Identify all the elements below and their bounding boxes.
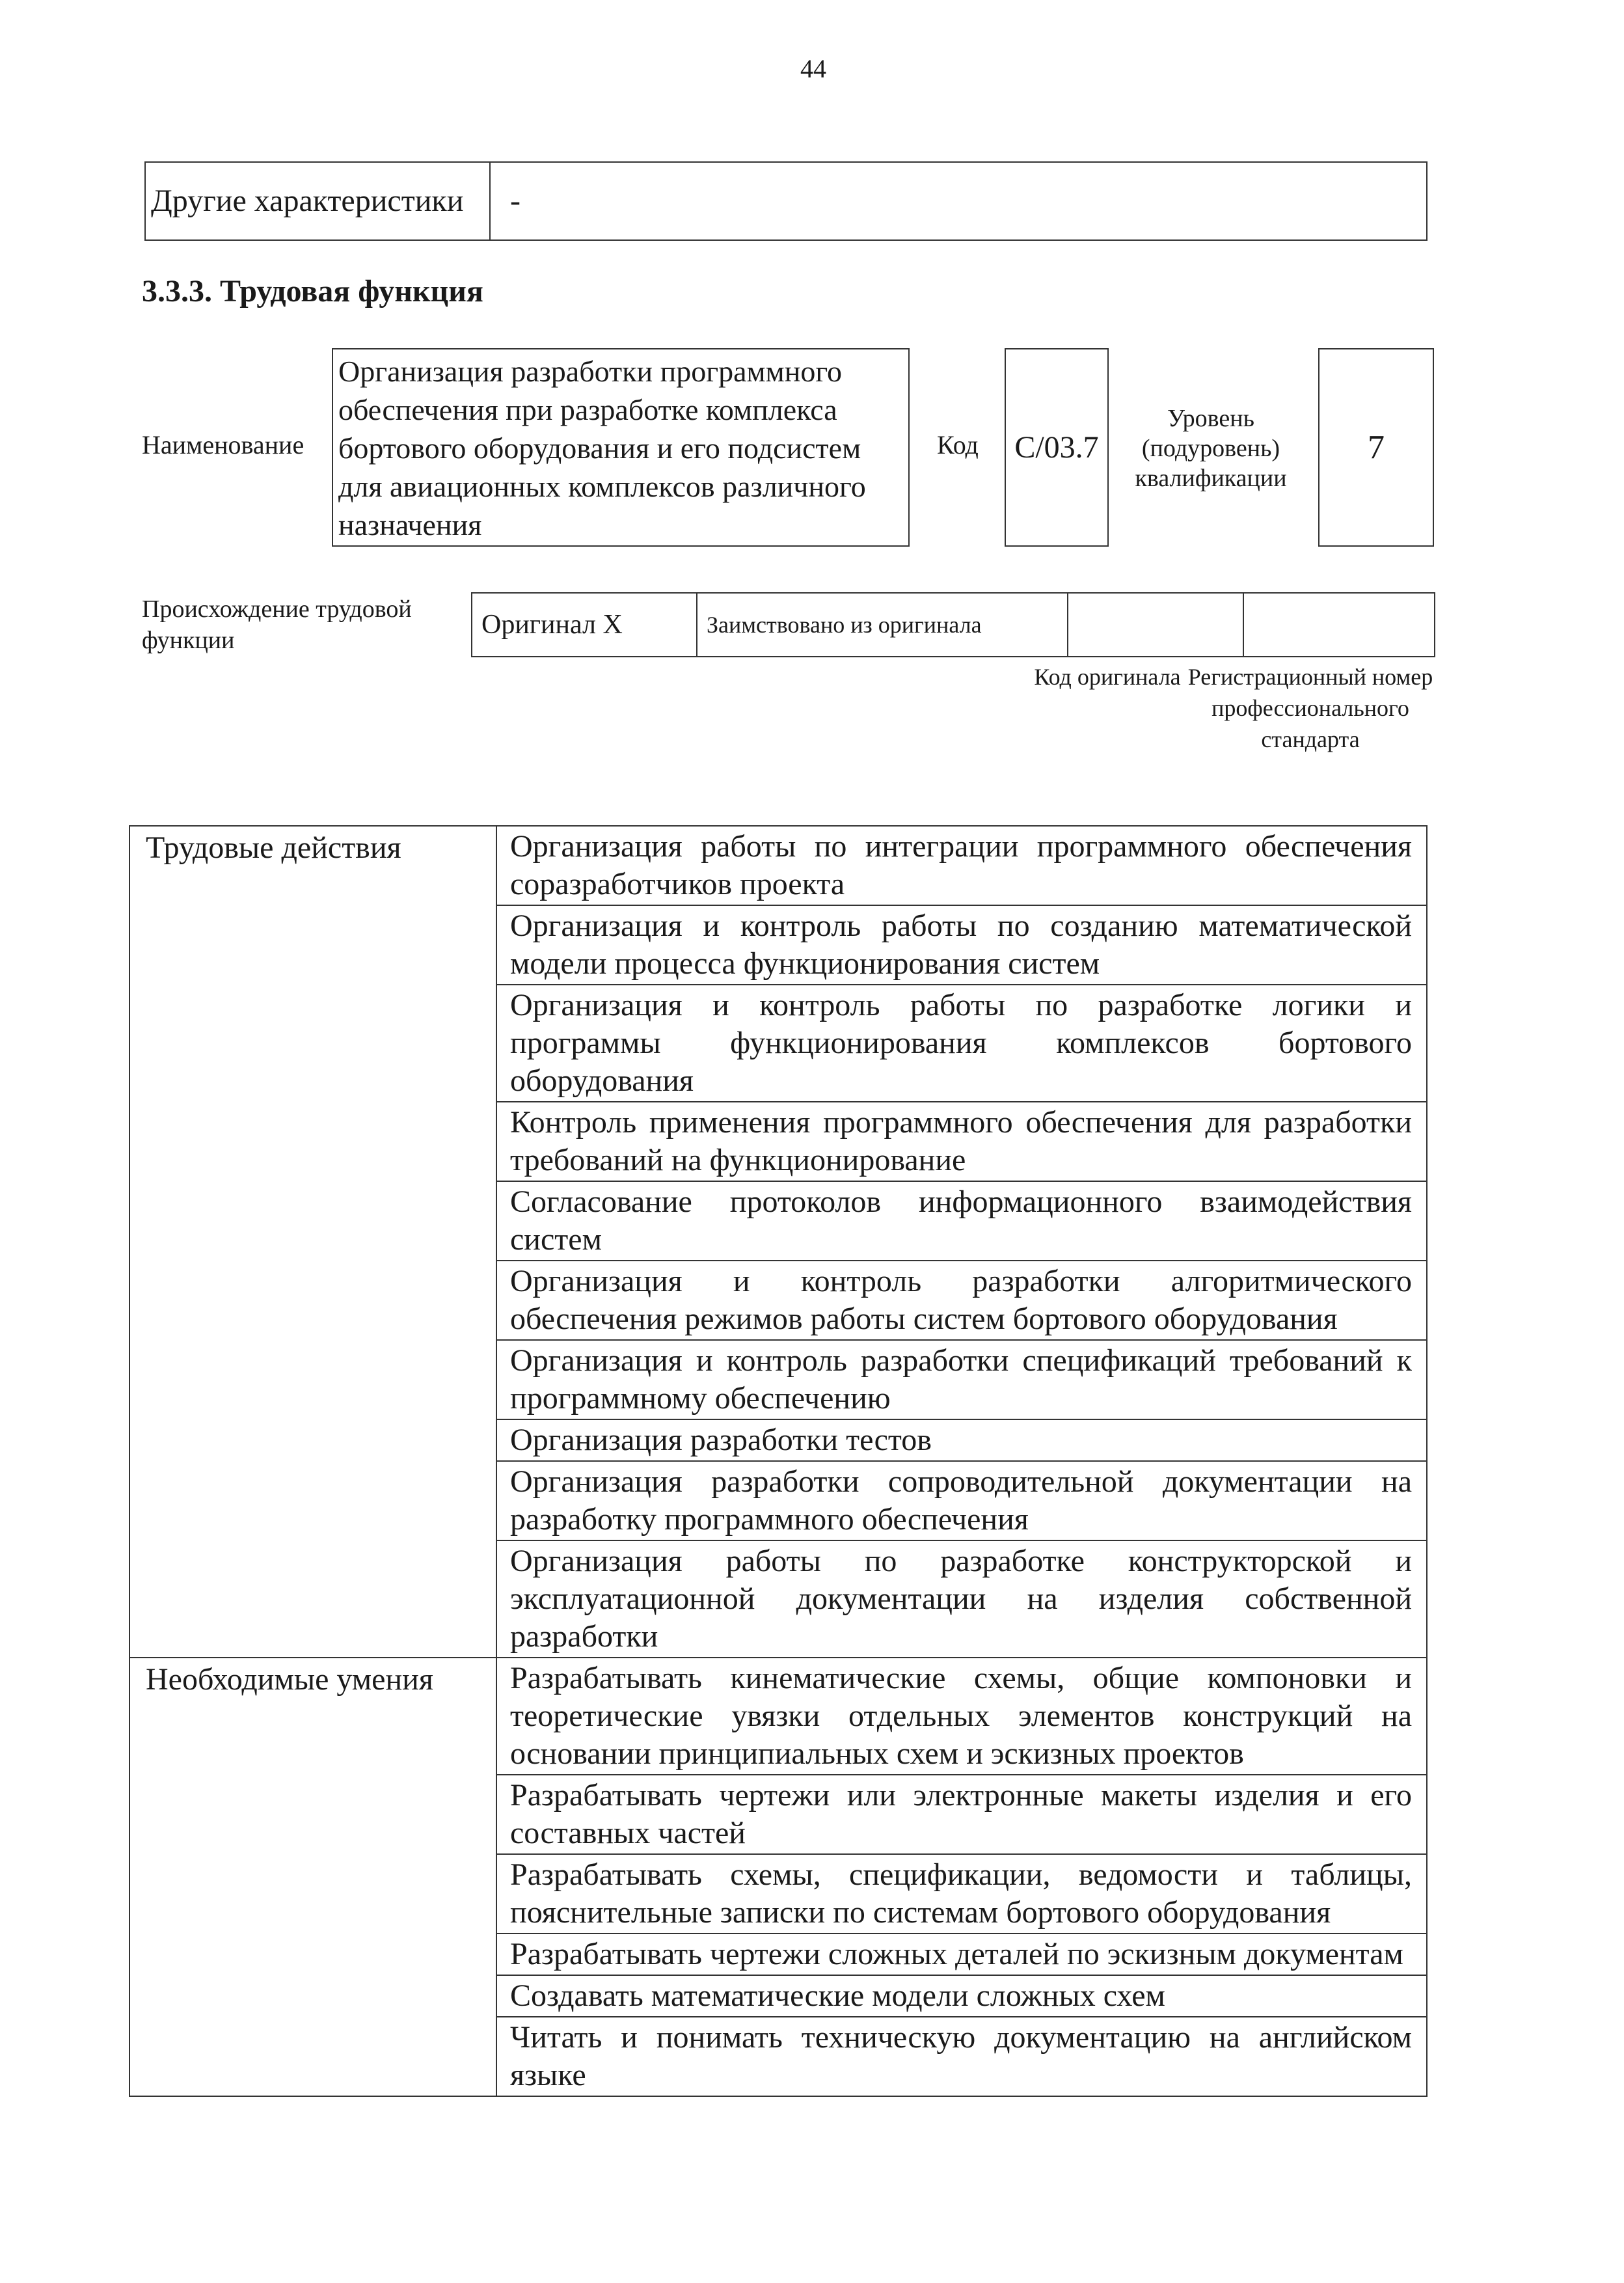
required-skills-label: Необходимые умения [129, 1658, 496, 2096]
other-characteristics-label: Другие характеристики [145, 162, 490, 240]
labor-action-item: Организация и контроль работы по разработке логики и программы функционирования комплексов бортового оборудования [496, 985, 1427, 1102]
labor-action-item: Контроль применения программного обеспечения для разработки требований на функционирование [496, 1102, 1427, 1181]
labor-action-item: Организация и контроль разработки спецификаций требований к программному обеспечению [496, 1340, 1427, 1419]
level-label: Уровень (подуровень) квалификации [1135, 405, 1287, 492]
section-heading: 3.3.3. Трудовая функция [142, 274, 483, 308]
origin-table [471, 592, 1435, 657]
required-skill-item: Разрабатывать кинематические схемы, общие компоновки и теоретические увязки отдельных элементов конструкций на основании принципиальных схем и эскизных проектов [496, 1658, 1427, 1775]
labor-action-item: Организация работы по разработке конструкторской и эксплуатационной документации на изделия собственной разработки [496, 1540, 1427, 1658]
function-details-table [129, 825, 1428, 2097]
other-characteristics-value: - [490, 162, 1427, 240]
level-value: 7 [1318, 348, 1434, 547]
origin-reg-caption: Регистрационный номер профессионального стандарта [1187, 664, 1433, 752]
labor-action-item: Организация и контроль разработки алгоритмического обеспечения режимов работы систем бортового оборудования [496, 1261, 1427, 1340]
labor-actions-label: Трудовые действия [129, 826, 496, 1658]
table-row [129, 1658, 1427, 1775]
labor-action-item: Организация работы по интеграции программного обеспечения соразработчиков проекта [496, 826, 1427, 905]
origin-borrowed-cell: Заимствовано из оригинала [697, 593, 1068, 657]
labor-action-item: Организация разработки тестов [496, 1419, 1427, 1461]
name-value: Организация разработки программного обеспечения при разработке комплекса бортового оборудования и его подсистем для авиационных комплексов различного назначения [332, 348, 910, 547]
labor-action-item: Организация разработки сопроводительной документации на разработку программного обеспечения [496, 1461, 1427, 1540]
required-skill-item: Читать и понимать техническую документацию на английском языке [496, 2017, 1427, 2096]
required-skill-item: Разрабатывать схемы, спецификации, ведомости и таблицы, пояснительные записки по системам бортового оборудования [496, 1854, 1427, 1934]
labor-action-item: Согласование протоколов информационного взаимодействия систем [496, 1181, 1427, 1261]
labor-action-item: Организация и контроль работы по созданию математической модели процесса функционирования систем [496, 905, 1427, 985]
code-value: C/03.7 [1005, 348, 1109, 547]
origin-label: Происхождение трудовой функции [142, 595, 412, 654]
page-number: 44 [800, 54, 826, 83]
origin-original-cell: Оригинал X [472, 593, 697, 657]
required-skill-item: Разрабатывать чертежи или электронные макеты изделия и его составных частей [496, 1775, 1427, 1854]
origin-code-cell [1068, 593, 1243, 657]
required-skill-item: Создавать математические модели сложных схем [496, 1975, 1427, 2017]
code-label: Код [937, 430, 979, 459]
other-characteristics-table [144, 161, 1428, 241]
origin-code-caption: Код оригинала [1034, 664, 1181, 690]
required-skill-item: Разрабатывать чертежи сложных деталей по эскизным документам [496, 1934, 1427, 1975]
table-row [129, 826, 1427, 905]
name-label: Наименование [142, 430, 304, 459]
origin-reg-number-cell [1243, 593, 1435, 657]
